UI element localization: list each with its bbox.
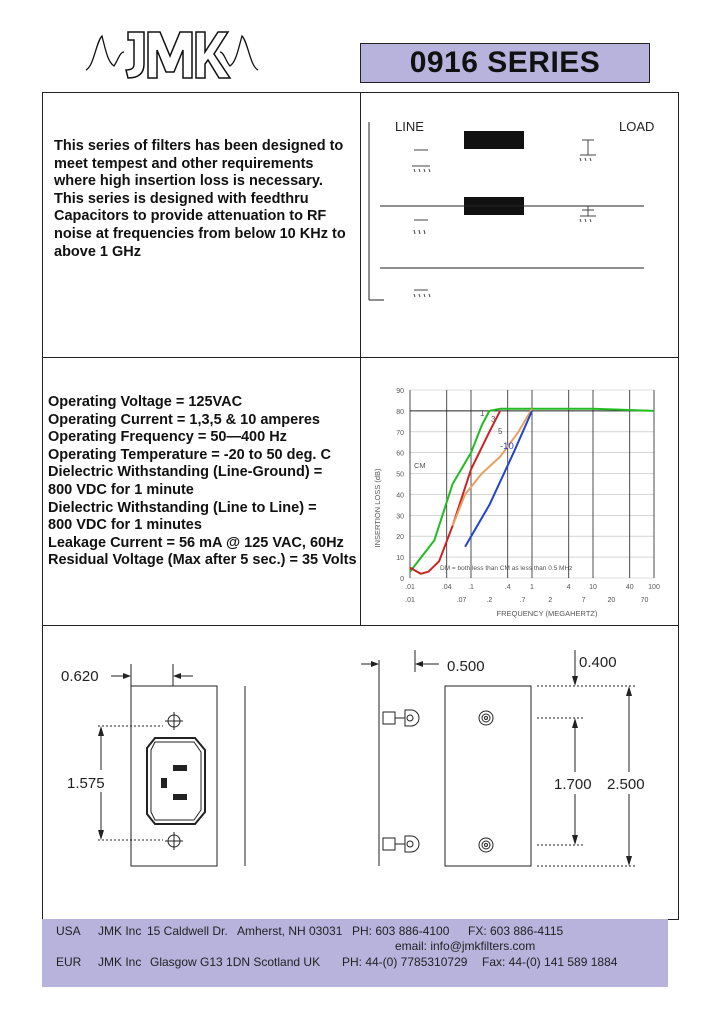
x-tick-label: 10 bbox=[589, 584, 597, 591]
side-plate bbox=[445, 686, 531, 866]
x-tick-label-secondary: 2 bbox=[548, 597, 553, 604]
description-line: above 1 GHz bbox=[54, 243, 142, 260]
dim-1700: 1.700 bbox=[554, 776, 592, 793]
x-tick-label-secondary: .7 bbox=[519, 597, 526, 604]
spec-line: 800 VDC for 1 minutes bbox=[48, 517, 202, 534]
y-tick-label: 50 bbox=[396, 471, 404, 479]
dim-0620: 0.620 bbox=[61, 668, 99, 685]
dim-0500: 0.500 bbox=[447, 658, 485, 675]
spec-line: Dielectric Withstanding (Line to Line) = bbox=[48, 499, 317, 516]
y-tick-label: 20 bbox=[396, 534, 404, 542]
us-fax: FX: 603 886-4115 bbox=[468, 924, 564, 938]
y-axis-label: INSERTION LOSS (dB) bbox=[373, 468, 382, 548]
x-tick-label-secondary: .07 bbox=[456, 597, 467, 604]
dim-2500: 2.500 bbox=[607, 776, 645, 793]
y-tick-label: 30 bbox=[396, 513, 404, 521]
us-phone: PH: 603 886-4100 bbox=[352, 924, 450, 938]
description-line: This series of filters has been designed to bbox=[54, 138, 344, 154]
y-tick-label: 10 bbox=[396, 555, 404, 563]
description-line: where high insertion loss is necessary. bbox=[54, 173, 323, 190]
row2-divider bbox=[360, 357, 361, 626]
series-title-box bbox=[360, 43, 650, 83]
y-tick-label: 60 bbox=[396, 450, 404, 458]
chart-grid bbox=[410, 390, 654, 578]
eu-city: Glasgow G13 1DN Scotland UK bbox=[150, 955, 321, 969]
series-label-5: 5 bbox=[498, 427, 503, 436]
jmk-logo bbox=[84, 22, 260, 86]
spec-line: Residual Voltage (Max after 5 sec.) = 35 Volts bbox=[48, 552, 357, 569]
row-divider-2 bbox=[42, 625, 679, 626]
description-line: This series is designed with feedthru bbox=[54, 190, 309, 207]
spec-line: Leakage Current = 56 mA @ 125 VAC, 60Hz bbox=[48, 534, 344, 551]
x-tick-label: 4 bbox=[566, 584, 571, 591]
x-tick-label: .1 bbox=[468, 584, 474, 591]
insertion-loss-chart bbox=[362, 378, 674, 623]
chart-note: DM = both less than CM as less than 0.5 MHz bbox=[440, 565, 573, 572]
x-tick-label-secondary: .2 bbox=[486, 597, 493, 604]
y-tick-label: 40 bbox=[396, 492, 404, 500]
spec-line: Operating Voltage = 125VAC bbox=[48, 394, 243, 410]
x-tick-label: .01 bbox=[405, 584, 415, 591]
eu-country: EUR bbox=[56, 955, 82, 969]
row1-divider bbox=[360, 92, 361, 358]
y-tick-label: 80 bbox=[396, 408, 404, 416]
specifications bbox=[48, 394, 360, 570]
description-line: noise at frequencies from below 10 KHz to bbox=[54, 225, 346, 242]
y-tick-label: 70 bbox=[396, 429, 404, 437]
description-line: meet tempest and other requirements bbox=[54, 155, 314, 172]
x-tick-label: 100 bbox=[648, 584, 660, 591]
x-tick-label-secondary: .01 bbox=[405, 597, 415, 604]
y-tick-label: 0 bbox=[400, 576, 404, 583]
footer bbox=[42, 919, 668, 987]
x-tick-label: .04 bbox=[441, 584, 452, 591]
dim-1575: 1.575 bbox=[67, 775, 105, 792]
load-label: LOAD bbox=[619, 119, 655, 134]
series-label-1: 1 bbox=[480, 409, 485, 418]
description-line: Capacitors to provide attenuation to RF bbox=[54, 208, 327, 225]
eu-phone: PH: 44-(0) 7785310729 bbox=[342, 955, 468, 969]
x-tick-label: .4 bbox=[504, 584, 511, 591]
spec-line: 800 VDC for 1 minute bbox=[48, 481, 194, 498]
x-tick-label-secondary: 70 bbox=[640, 597, 649, 604]
us-city: Amherst, NH 03031 bbox=[237, 924, 343, 938]
series-label-3: 3 bbox=[491, 415, 496, 424]
spec-line: Operating Current = 1,3,5 & 10 amperes bbox=[48, 411, 320, 428]
us-company: JMK Inc bbox=[98, 924, 142, 938]
spec-line: Operating Temperature = -20 to 50 deg. C bbox=[48, 446, 331, 463]
dim-0400: 0.400 bbox=[579, 654, 617, 671]
logo-letters bbox=[126, 32, 230, 78]
eu-fax: Fax: 44-(0) 141 589 1884 bbox=[482, 955, 618, 969]
spec-line: Dielectric Withstanding (Line-Ground) = bbox=[48, 464, 323, 481]
spec-line: Operating Frequency = 50—400 Hz bbox=[48, 429, 287, 446]
us-country: USA bbox=[56, 924, 81, 938]
x-tick-label-secondary: 20 bbox=[607, 597, 616, 604]
email-link[interactable]: email: info@jmkfilters.com bbox=[395, 939, 536, 953]
iec-socket bbox=[147, 738, 205, 824]
y-tick-label: 90 bbox=[396, 388, 404, 395]
series-line-3 bbox=[410, 411, 500, 574]
eu-company: JMK Inc bbox=[98, 955, 142, 969]
description bbox=[54, 138, 354, 261]
line-label: LINE bbox=[395, 119, 424, 134]
filter-schematic bbox=[362, 110, 672, 310]
x-tick-label: 1 bbox=[530, 584, 534, 591]
inductor-top bbox=[464, 131, 524, 149]
x-tick-label-secondary: 7 bbox=[581, 597, 586, 604]
x-axis-label: FREQUENCY (MEGAHERTZ) bbox=[496, 609, 598, 618]
us-address: 15 Caldwell Dr. bbox=[147, 924, 228, 938]
dimension-drawing bbox=[43, 628, 677, 918]
x-tick-label: 40 bbox=[625, 584, 634, 591]
series-label-10: -10 bbox=[500, 441, 514, 452]
series-title: 0916 SERIES bbox=[409, 46, 601, 79]
cm-label: CM bbox=[414, 461, 426, 470]
